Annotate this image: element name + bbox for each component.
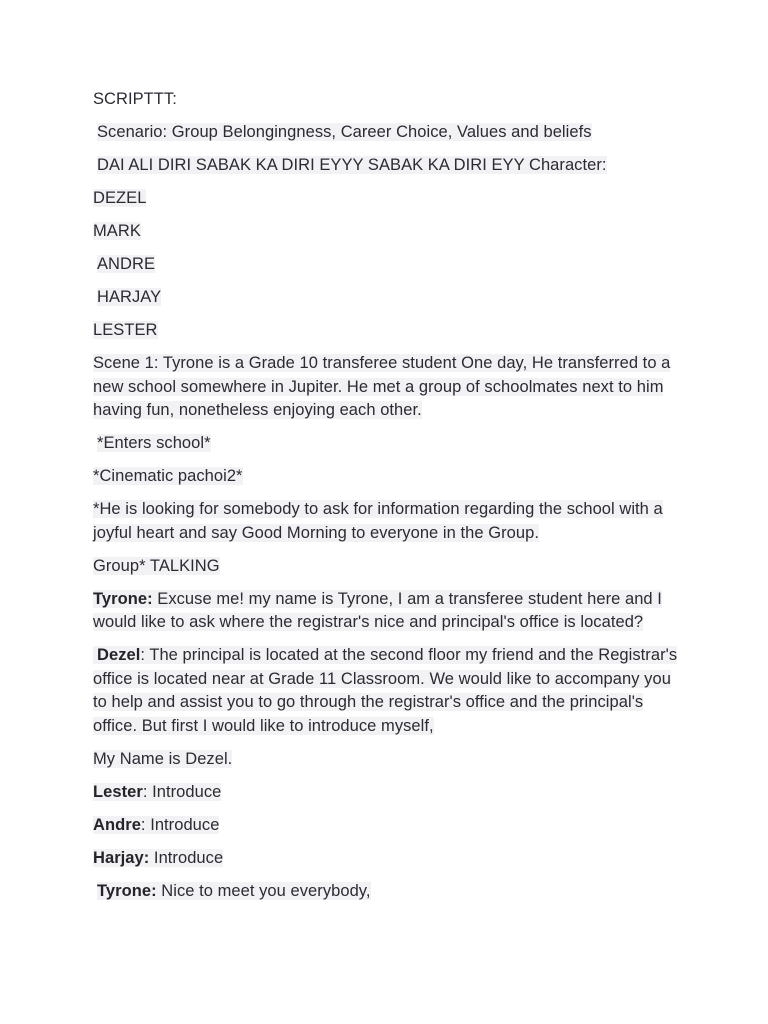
scene-1-description: Scene 1: Tyrone is a Grade 10 transferee student One day, He transferred to a new school somewhere in Jupiter. He met a group of schoolmates next to him having fun, nonetheless enjoying each other. [93, 354, 671, 419]
script-title: SCRIPTTT: [93, 90, 177, 108]
stage-direction-looking: *He is looking for somebody to ask for information regarding the school with a joyful heart and say Good Morning to everyone in the Group. [93, 500, 663, 542]
character-andre: ANDRE [97, 255, 156, 273]
speaker-name: Tyrone: [97, 881, 157, 900]
speaker-name: Andre [93, 815, 141, 834]
speaker-name: Tyrone: [93, 589, 153, 608]
character-heading: DAI ALI DIRI SABAK KA DIRI EYYY SABAK KA DIRI EYY Character: [97, 156, 607, 174]
dialogue-line: Andre: Introduce [93, 815, 220, 834]
speaker-name: Harjay: [93, 848, 150, 867]
scenario-line: Scenario: Group Belongingness, Career Choice, Values and beliefs [97, 123, 592, 141]
character-lester: LESTER [93, 321, 158, 339]
document-page [93, 88, 683, 913]
character-dezel: DEZEL [93, 189, 147, 207]
speaker-name: Dezel [97, 646, 141, 664]
speaker-name: Lester [93, 782, 143, 801]
group-talking: Group* TALKING [93, 556, 220, 575]
dialogue-line: Tyrone: Nice to meet you everybody, [97, 881, 371, 900]
character-mark: MARK [93, 222, 141, 240]
dialogue-line: Dezel: The principal is located at the second floor my friend and the Registrar's office is located near at Grade 11 Classroom. We would like to accompany you to help and assist you to go through the registrar's office and the principal's office. But first I would like to introduce myself, [93, 646, 678, 735]
dialogue-line: Tyrone: Excuse me! my name is Tyrone, I am a transferee student here and I would like to ask where the registrar's nice and principal's office is located? [93, 589, 662, 631]
dialogue-line: My Name is Dezel. [93, 749, 233, 768]
dialogue-line: Harjay: Introduce [93, 848, 224, 867]
stage-direction-cinematic: *Cinematic pachoi2* [93, 467, 243, 485]
character-harjay: HARJAY [97, 288, 162, 306]
stage-direction-enters: *Enters school* [97, 434, 211, 452]
dialogue-line: Lester: Introduce [93, 782, 222, 801]
